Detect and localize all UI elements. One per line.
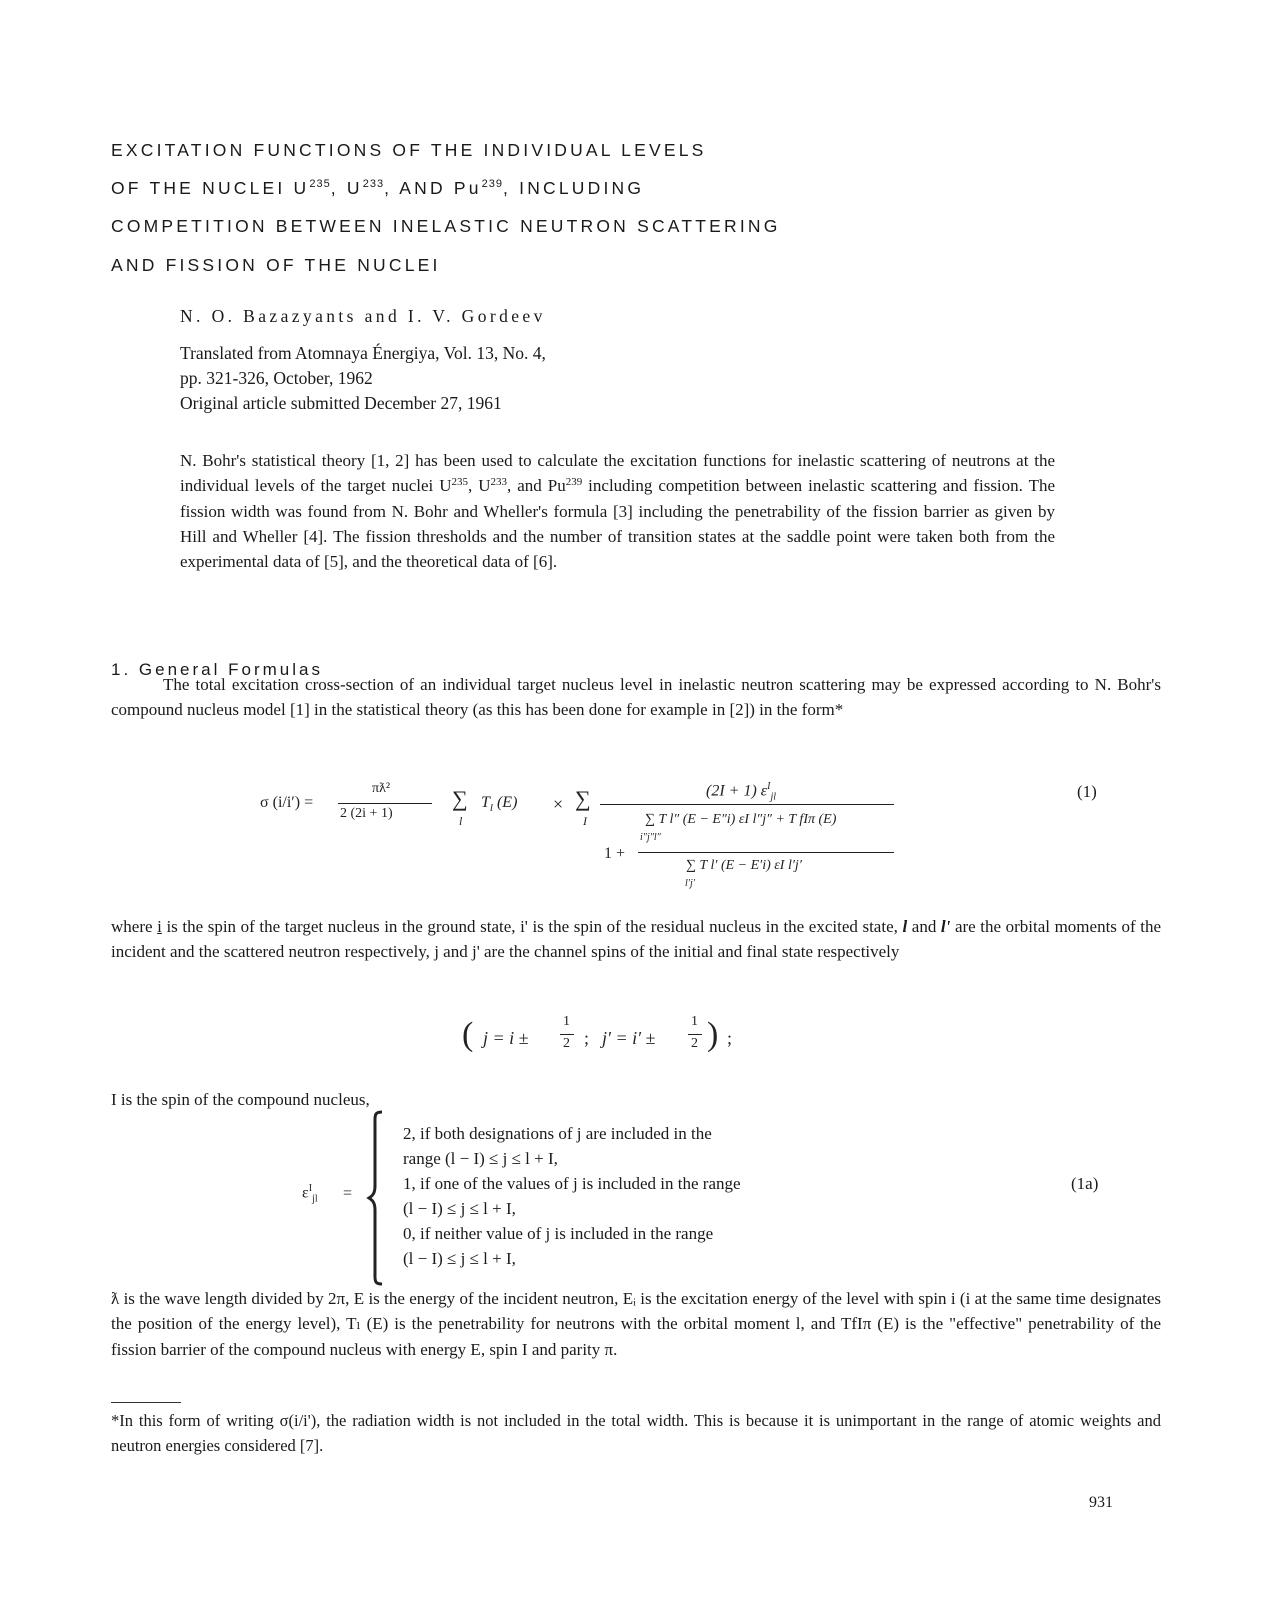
eq1a-case-2: range (l − I) ≤ j ≤ l + I, <box>403 1149 558 1168</box>
eq1-sum-i: ∑ <box>575 786 591 811</box>
spins-end: ; <box>727 1028 733 1048</box>
title-line-2 <box>111 178 644 199</box>
eq1-lhs: σ (i/i′) = <box>260 794 314 811</box>
footnote-rule <box>111 1402 181 1403</box>
abstract-part-4: including competition between inelastic scattering and fission. The fission width was found from N. Bohr and Wheller's formula [3] including the penetrability of the fission barrier as given by Hill and Wheller [4]. The fission thresholds and the number of transition states at the saddle point were taken both from the experimental data of [5], and the theoretical data of [6]. <box>180 476 1055 572</box>
eq1-sum-l: ∑ <box>452 786 468 811</box>
abstract-part-2: , U <box>468 476 491 496</box>
para2-j: j <box>434 942 439 962</box>
spins-semicolon: ; <box>584 1028 590 1048</box>
section-heading: 1. General Formulas <box>111 660 323 679</box>
eq1a-case-5: 0, if neither value of j is included in the range <box>403 1224 714 1243</box>
source-line-3: Original article submitted December 27, 1961 <box>180 393 502 413</box>
eq1a-lhs-sub: jl <box>312 1193 318 1205</box>
eq1-tl-sub: l <box>489 802 493 815</box>
eq1a-lhs-sup: I <box>308 1183 313 1194</box>
eq1-numerator <box>706 781 776 803</box>
eq1a-brace <box>366 1110 388 1286</box>
para2-a: where <box>111 917 158 936</box>
eq1-numerator-sub: jl <box>770 791 776 803</box>
title-line-2-post: , INCLUDING <box>503 178 645 198</box>
paragraph-2 <box>111 914 1161 965</box>
title-line-2-pre: OF THE NUCLEI U <box>111 178 310 198</box>
title-line-4: AND FISSION OF THE NUCLEI <box>111 255 441 275</box>
para2-c: and <box>907 917 941 936</box>
abstract-sup-2: 233 <box>490 476 508 489</box>
paragraph-4: ƛ is the wave length divided by 2π, E is the energy of the incident neutron, Eᵢ is the excitation energy of the level with spin i (i at the same time designates the position of the energy level), Tₗ (E) is the penetrability for neutrons with the orbital moment l, and TfIπ (E) is the "effective" penetrability of the fission barrier of the compound nucleus with energy E, spin I and parity π. <box>111 1289 1161 1359</box>
eq1-numerator-text: (2I + 1) ε <box>706 782 768 800</box>
spins-jprime: j′ = i′ ± <box>602 1028 656 1048</box>
page-number: 931 <box>1089 1494 1113 1511</box>
eq1-times: × <box>553 794 564 814</box>
abstract-sup-3: 239 <box>565 476 583 489</box>
eq1a-case-4: (l − I) ≤ j ≤ l + I, <box>403 1199 516 1218</box>
paragraph-3: I is the spin of the compound nucleus, <box>111 1090 370 1109</box>
para2-d: are the orbital moments of the incident and the scattered neutron respectively, <box>111 917 1162 962</box>
eq1-sum-l-index: l <box>459 814 463 828</box>
spins-frac2-num: 1 <box>691 1014 698 1029</box>
title-line-2-sep1: , U <box>330 178 363 198</box>
eq1a-number: (1a) <box>1071 1174 1099 1193</box>
authors: N. O. Bazazyants and I. V. Gordeev <box>180 306 546 326</box>
spins-j: j = i ± <box>483 1028 529 1048</box>
spins-lparen: ( <box>462 1016 474 1053</box>
footnote: *In this form of writing σ(i/i'), the radiation width is not included in the total width. This is because it is unimportant in the range of atomic weights and neutron energies considered [7]. <box>111 1411 1161 1455</box>
para2-e: and j' are the channel spins of the initial and final state respectively <box>438 942 900 962</box>
eq1a-case-1: 2, if both designations of j are included in the <box>403 1124 712 1143</box>
spins-frac1-den: 2 <box>563 1036 570 1051</box>
eq1-inner-denominator: ∑ T l′ (E − E′i) εI l′j′ <box>686 858 802 873</box>
eq1-numerator-sup: I <box>767 781 771 792</box>
eq1-prefactor-bar <box>338 803 432 804</box>
title-sup-u235: 235 <box>309 178 331 190</box>
eq1-inner-denominator-index: l′j′ <box>685 878 695 889</box>
spins-frac2-bar <box>688 1034 702 1035</box>
abstract-part-3: , and Pu <box>507 476 566 496</box>
source-line-2: pp. 321-326, October, 1962 <box>180 368 373 388</box>
paragraph-1: The total excitation cross-section of an individual target nucleus level in inelastic neutron scattering may be expressed according to N. Bohr's compound nucleus model [1] in the statistical theory (as this has been done for example in [2]) in the form* <box>111 675 1161 720</box>
eq1-inner-numerator-index: i″j″l″ <box>640 832 661 843</box>
title-sup-u233: 233 <box>362 178 385 190</box>
source-line-1: Translated from Atomnaya Énergiya, Vol. 13, No. 4, <box>180 343 546 363</box>
eq1-prefactor-numerator: πƛ² <box>372 781 391 796</box>
title-line-2-sep2: , AND Pu <box>384 178 482 198</box>
eq1-tl-arg: (E) <box>496 794 518 811</box>
eq1a-case-6: (l − I) ≤ j ≤ l + I, <box>403 1249 516 1268</box>
eq1-one-plus: 1 + <box>604 845 626 862</box>
title-line-1: EXCITATION FUNCTIONS OF THE INDIVIDUAL LEVELS <box>111 140 707 160</box>
spins-frac1-bar <box>560 1034 574 1035</box>
eq1-tl <box>481 794 517 814</box>
abstract-sup-1: 235 <box>451 476 469 489</box>
para2-b: is the spin of the target nucleus in the ground state, i' is the spin of the residual nucleus in the excited state, <box>161 917 903 936</box>
spins-rparen: ) <box>707 1016 719 1053</box>
eq1-tl-symbol: T <box>481 794 490 811</box>
eq1-inner-bar <box>638 852 894 853</box>
title-sup-pu239: 239 <box>481 178 504 190</box>
para2-i: i <box>157 917 162 936</box>
eq1a-epsilon: ε <box>302 1184 309 1202</box>
abstract <box>180 448 1055 574</box>
para2-l: l <box>902 917 908 936</box>
eq1a-equals: = <box>343 1185 353 1202</box>
eq1-prefactor-denominator: 2 (2i + 1) <box>340 806 393 821</box>
eq1-number: (1) <box>1077 782 1097 801</box>
eq1-sum-i-index: I <box>583 814 587 828</box>
eq1-inner-numerator: ∑ T l″ (E − E″i) εI l″j″ + T fIπ (E) <box>645 812 837 827</box>
spins-frac2-den: 2 <box>691 1036 698 1051</box>
title-line-3: COMPETITION BETWEEN INELASTIC NEUTRON SCATTERING <box>111 216 781 236</box>
spins-frac1-num: 1 <box>563 1014 570 1029</box>
para2-lp: l' <box>940 917 951 936</box>
eq1a-lhs <box>302 1183 318 1205</box>
eq1a-case-3: 1, if one of the values of j is included in the range <box>403 1174 741 1193</box>
eq1-main-bar <box>600 804 894 805</box>
abstract-part-1: N. Bohr's statistical theory [1, 2] has been used to calculate the excitation functions for inelastic scattering of neutrons at the individual levels of the target nuclei U <box>180 451 1055 496</box>
